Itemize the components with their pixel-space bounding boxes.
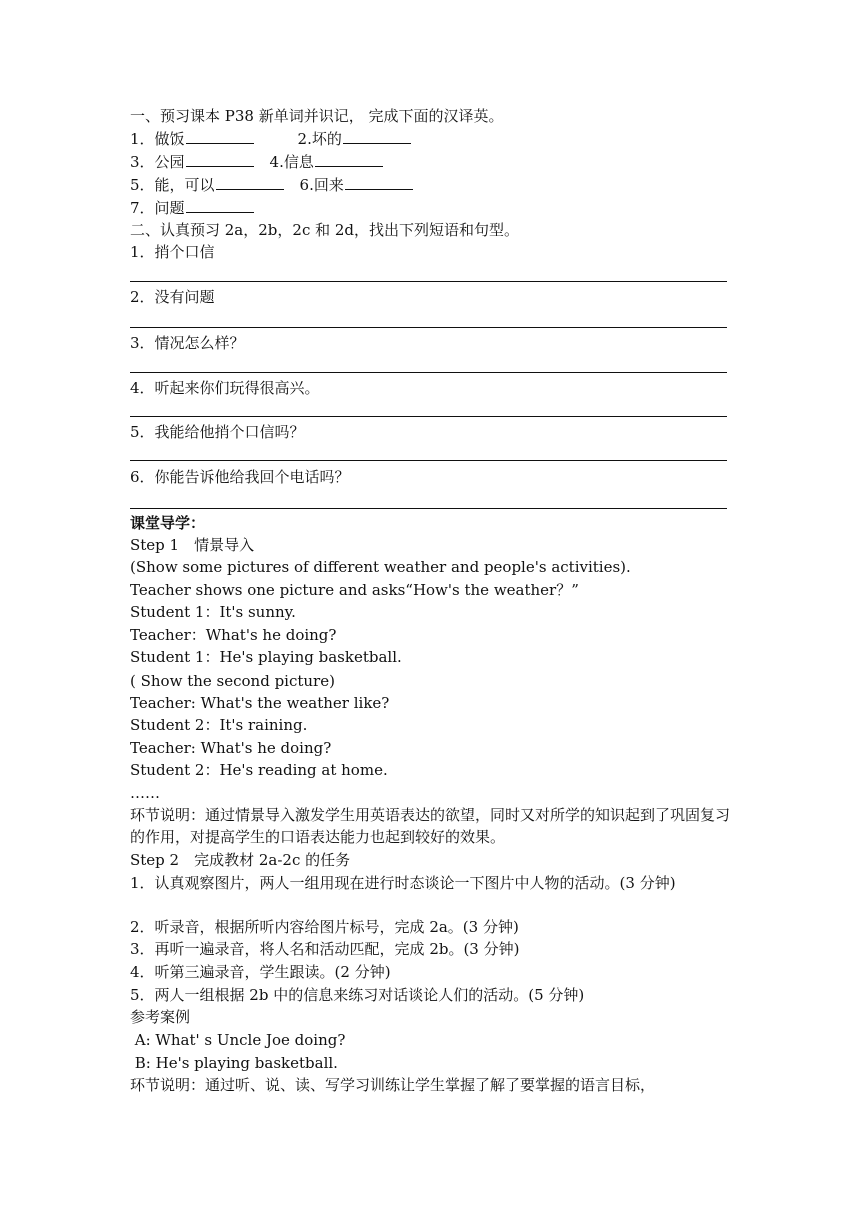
vocab-item: 5．能，可以: [130, 176, 215, 194]
dialogue-line: (Show some pictures of different weather and people's activities).: [130, 558, 631, 576]
vocab-row-3: [130, 175, 413, 195]
dialogue-line: Student 1：He's playing basketball.: [130, 648, 402, 666]
ellipsis: ……: [130, 784, 160, 802]
phrase-item: 5．我能给他捎个口信吗？: [130, 423, 305, 441]
dialogue-line: Student 2：He's reading at home.: [130, 761, 388, 779]
classroom-title: 课堂导学：: [130, 514, 206, 532]
vocab-item: 3．公园: [130, 153, 185, 171]
answer-line[interactable]: [130, 460, 727, 461]
section1-heading: 一、预习课本 P38 新单词并识记， 完成下面的汉译英。: [130, 107, 504, 125]
answer-line[interactable]: [130, 327, 727, 328]
vocab-row-2: [130, 152, 383, 172]
vocab-item: 7．问题: [130, 199, 185, 217]
note-paragraph: 环节说明：通过听、说、读、写学习训练让学生掌握了解了要掌握的语言目标，: [130, 1076, 656, 1094]
answer-blank[interactable]: [343, 129, 411, 144]
section2-heading: 二、认真预习 2a，2b，2c 和 2d，找出下列短语和句型。: [130, 221, 520, 239]
example-line: B: He's playing basketball.: [130, 1054, 338, 1072]
dialogue-line: Teacher shows one picture and asks“How's the weather？”: [130, 581, 579, 599]
phrase-item: 6．你能告诉他给我回个电话吗？: [130, 468, 350, 486]
answer-blank[interactable]: [216, 175, 284, 190]
dialogue-line: Teacher: What's the weather like?: [130, 694, 390, 712]
note-paragraph: 环节说明：通过情景导入激发学生用英语表达的欲望，同时又对所学的知识起到了巩固复习的作用，对提高学生的口语表达能力也起到较好的效果。: [130, 806, 731, 846]
dialogue-line: Teacher：What's he doing?: [130, 626, 337, 644]
vocab-item: 6.回来: [299, 176, 344, 194]
answer-line[interactable]: [130, 416, 727, 417]
answer-blank[interactable]: [345, 175, 413, 190]
answer-blank[interactable]: [186, 129, 254, 144]
vocab-item: 1．做饭: [130, 130, 185, 148]
task-line: 3．再听一遍录音，将人名和活动匹配，完成 2b。(3 分钟): [130, 940, 520, 958]
task-line: 5．两人一组根据 2b 中的信息来练习对话谈论人们的活动。(5 分钟): [130, 986, 585, 1004]
task-line: 1．认真观察图片，两人一组用现在进行时态谈论一下图片中人物的活动。(3 分钟): [130, 874, 676, 892]
vocab-row-4: [130, 198, 254, 218]
answer-blank[interactable]: [315, 152, 383, 167]
example-line: A: What' s Uncle Joe doing?: [130, 1031, 346, 1049]
dialogue-line: Student 1：It's sunny.: [130, 603, 296, 621]
vocab-item: 2.坏的: [297, 130, 342, 148]
vocab-item: 4.信息: [269, 153, 314, 171]
phrase-item: 2．没有问题: [130, 288, 215, 306]
dialogue-line: Student 2：It's raining.: [130, 716, 308, 734]
task-line: 2．听录音，根据所听内容给图片标号，完成 2a。(3 分钟): [130, 918, 519, 936]
answer-line[interactable]: [130, 372, 727, 373]
phrase-item: 4．听起来你们玩得很高兴。: [130, 379, 320, 397]
answer-blank[interactable]: [186, 152, 254, 167]
dialogue-line: Teacher: What's he doing?: [130, 739, 332, 757]
example-title: 参考案例: [130, 1008, 191, 1026]
vocab-row-1: [130, 129, 411, 149]
dialogue-line: ( Show the second picture): [130, 672, 335, 690]
answer-line[interactable]: [130, 508, 727, 509]
step2-title: Step 2 完成教材 2a-2c 的任务: [130, 851, 351, 869]
answer-line[interactable]: [130, 281, 727, 282]
phrase-item: 3．情况怎么样？: [130, 334, 245, 352]
step1-title: Step 1 情景导入: [130, 536, 255, 554]
answer-blank[interactable]: [186, 198, 254, 213]
phrase-item: 1．捎个口信: [130, 243, 215, 261]
task-line: 4．听第三遍录音，学生跟读。(2 分钟): [130, 963, 391, 981]
